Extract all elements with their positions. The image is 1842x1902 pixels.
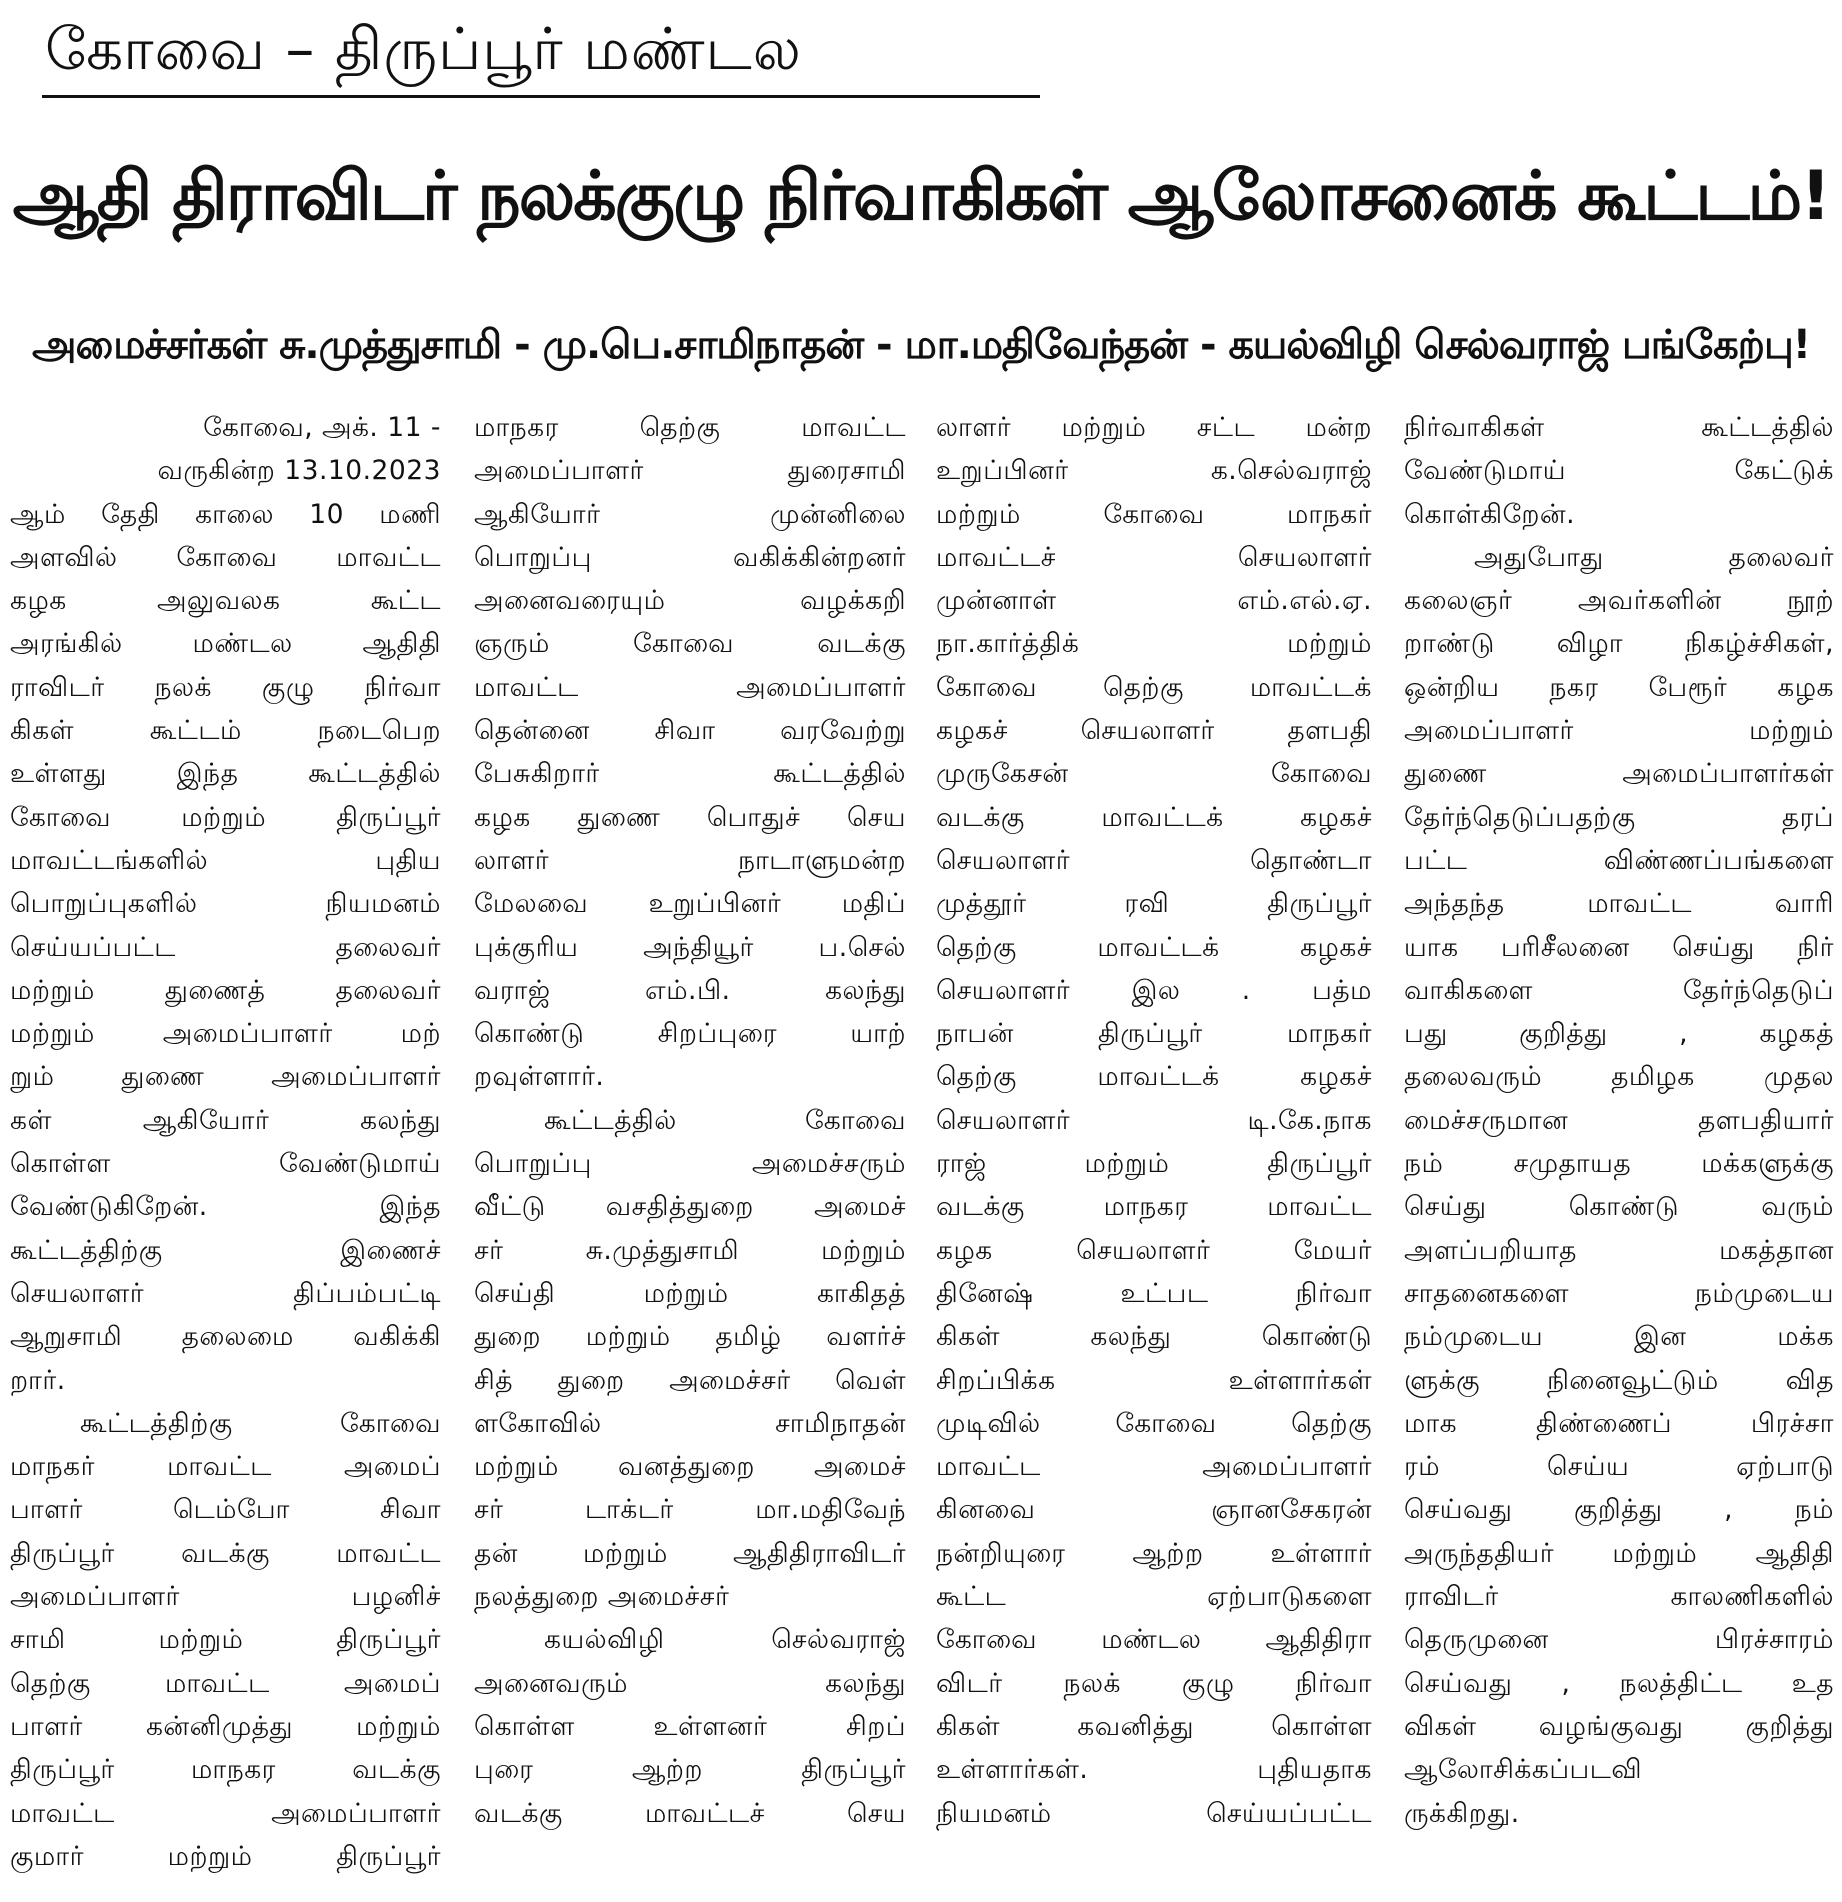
article-line: சித் துறை அமைச்சர் வெள் (474, 1364, 906, 1396)
article-line: கோவை, அக். 11 - (203, 412, 441, 443)
article-line: ளுக்கு நினைவூட்டும் வித (1404, 1364, 1834, 1396)
article-line: தெருமுனை பிரச்சாரம் (1404, 1624, 1834, 1656)
article-line: கழகச் செயலாளர் தளபதி (936, 715, 1372, 747)
article-line: மாநகர் மாவட்ட அமைப் (10, 1451, 441, 1483)
article-line: பது குறித்து , கழகத் (1404, 1018, 1834, 1050)
article-line: பட்ட விண்ணப்பங்களை (1404, 844, 1834, 876)
article-line: உறுப்பினர் க.செல்வராஜ் (936, 455, 1372, 487)
article-line: நா.கார்த்திக் மற்றும் (936, 628, 1372, 660)
article-line: ஆறுசாமி தலைமை வகிக்கி (10, 1321, 441, 1353)
article-line: திருப்பூர் வடக்கு மாவட்ட (10, 1537, 441, 1569)
article-line: வாகிகளை தேர்ந்தெடுப் (1404, 974, 1834, 1006)
article-line: விடர் நலக் குழு நிர்வா (936, 1667, 1372, 1699)
article-line: வேண்டுகிறேன். இந்த (10, 1191, 441, 1223)
article-line: கூட்டத்திற்கு கோவை (80, 1407, 441, 1439)
article-line: துறை மற்றும் தமிழ் வளர்ச் (474, 1321, 906, 1353)
article-line: கூட்டத்திற்கு இணைச் (10, 1234, 441, 1266)
article-line: கிகள் கூட்டம் நடைபெற (10, 715, 441, 747)
article-line: கோவை தெற்கு மாவட்டக் (936, 671, 1372, 703)
article-column-4 (1404, 406, 1834, 1835)
article-line: நலத்துறை அமைச்சர் (474, 1581, 730, 1613)
article-line: மாவட்ட அமைப்பாளர் (10, 1797, 441, 1829)
article-line: சர் டாக்டர் மா.மதிவேந் (474, 1494, 906, 1526)
article-line: றும் துணை அமைப்பாளர் (10, 1061, 441, 1093)
article-line: கொள்ள உள்ளனர் சிறப் (474, 1710, 906, 1742)
article-line: தெற்கு மாவட்ட அமைப் (10, 1667, 441, 1699)
article-line: கினவை ஞானசேகரன் (936, 1494, 1372, 1526)
article-line: பொறுப்பு வகிக்கின்றனர் (474, 541, 906, 573)
article-line: அனைவரையும் வழக்கறி (474, 585, 906, 617)
article-line: வருகின்ற 13.10.2023 (157, 455, 441, 487)
article-line: முன்னாள் எம்.எல்.ஏ. (936, 585, 1372, 617)
article-line: கலைஞர் அவர்களின் நூற் (1404, 585, 1834, 617)
article-line: சிறப்பிக்க உள்ளார்கள் (936, 1364, 1372, 1396)
region-label: கோவை – திருப்பூர் மண்டல (45, 15, 802, 83)
article-line: புக்குரிய அந்தியூர் ப.செல் (474, 931, 906, 963)
article-line: குமார் மற்றும் திருப்பூர் (10, 1840, 441, 1872)
article-line: மேலவை உறுப்பினர் மதிப் (474, 888, 906, 920)
article-line: சாதனைகளை நம்முடைய (1404, 1277, 1834, 1309)
article-line: நிர்வாகிகள் கூட்டத்தில் (1404, 412, 1834, 443)
article-line: கூட்ட ஏற்பாடுகளை (936, 1581, 1372, 1613)
article-line: வடக்கு மாநகர மாவட்ட (936, 1191, 1372, 1223)
article-line: உள்ளார்கள். புதியதாக (936, 1754, 1372, 1786)
article-line: ஒன்றிய நகர பேரூர் கழக (1404, 671, 1834, 703)
article-line: நம்முடைய இன மக்க (1404, 1321, 1834, 1353)
article-line: கிகள் கவனித்து கொள்ள (936, 1710, 1372, 1742)
article-line: வடக்கு மாவட்டக் கழகச் (936, 801, 1372, 833)
article-line: செய்வது , நலத்திட்ட உத (1404, 1667, 1834, 1699)
article-line: தேர்ந்தெடுப்பதற்கு தரப் (1404, 801, 1834, 833)
article-line: சர் சு.முத்துசாமி மற்றும் (474, 1234, 906, 1266)
article-line: செயலாளர் தொண்டா (936, 844, 1372, 876)
article-line: கயல்விழி செல்வராஜ் (544, 1624, 906, 1656)
article-line: வடக்கு மாவட்டச் செய (474, 1797, 906, 1829)
article-line: வராஜ் எம்.பி. கலந்து (474, 974, 906, 1006)
article-line: ருக்கிறது. (1404, 1797, 1520, 1829)
article-line: கோவை மற்றும் திருப்பூர் (10, 801, 441, 833)
article-line: மற்றும் வனத்துறை அமைச் (474, 1451, 906, 1483)
article-line: நாபன் திருப்பூர் மாநகர் (936, 1018, 1372, 1050)
article-line: ஆம் தேதி காலை 10 மணி (10, 498, 441, 530)
article-line: அனைவரும் கலந்து (474, 1667, 906, 1699)
article-line: மற்றும் துணைத் தலைவர் (10, 974, 441, 1006)
article-line: கொள்ள வேண்டுமாய் (10, 1148, 441, 1180)
article-line: தெற்கு மாவட்டக் கழகச் (936, 1061, 1372, 1093)
article-line: தலைவரும் தமிழக முதல (1404, 1061, 1834, 1093)
article-line: கூட்டத்தில் கோவை (544, 1104, 906, 1136)
article-line: மாக திண்ணைப் பிரச்சா (1404, 1407, 1834, 1439)
article-line: தெற்கு மாவட்டக் கழகச் (936, 931, 1372, 963)
headline: ஆதி திராவிடர் நலக்குழு நிர்வாகிகள் ஆலோசனைக் கூட்டம்! (12, 157, 1830, 236)
article-line: கழக துணை பொதுச் செய (474, 801, 906, 833)
article-line: விகள் வழங்குவது குறித்து (1404, 1710, 1834, 1742)
article-line: கள் ஆகியோர் கலந்து (10, 1104, 441, 1136)
article-line: கிகள் கலந்து கொண்டு (936, 1321, 1372, 1353)
article-line: மாவட்ட அமைப்பாளர் (474, 671, 906, 703)
article-column-3 (936, 406, 1372, 1835)
article-line: ஆலோசிக்கப்படவி (1404, 1754, 1643, 1786)
article-line: தினேஷ் உட்பட நிர்வா (936, 1277, 1372, 1309)
article-line: அரங்கில் மண்டல ஆதிதி (10, 628, 441, 660)
article-line: மற்றும் அமைப்பாளர் மற் (10, 1018, 441, 1050)
article-line: அளவில் கோவை மாவட்ட (10, 541, 441, 573)
article-line: பாளர் டெம்போ சிவா (10, 1494, 441, 1526)
article-line: கழக செயலாளர் மேயர் (936, 1234, 1372, 1266)
article-line: நம் சமுதாயத மக்களுக்கு (1404, 1148, 1834, 1180)
article-line: மாவட்டங்களில் புதிய (10, 844, 441, 876)
subheadline: அமைச்சர்கள் சு.முத்துசாமி - மு.பெ.சாமிநாதன் - மா.மதிவேந்தன் - கயல்விழி செல்வராஜ் பங்கேற்பு! (31, 322, 1810, 368)
article-line: மாநகர தெற்கு மாவட்ட (474, 412, 906, 443)
article-line: செய்யப்பட்ட தலைவர் (10, 931, 441, 963)
article-line: செயலாளர் திப்பம்பட்டி (10, 1277, 441, 1309)
article-line: உள்ளது இந்த கூட்டத்தில் (10, 758, 441, 790)
article-line: பொறுப்பு அமைச்சரும் (474, 1148, 906, 1180)
article-line: ராவிடர் நலக் குழு நிர்வா (10, 671, 441, 703)
article-line: பேசுகிறார் கூட்டத்தில் (474, 758, 906, 790)
article-line: அளப்பறியாத மகத்தான (1404, 1234, 1834, 1266)
article-line: மாவட்ட அமைப்பாளர் (936, 1451, 1372, 1483)
article-line: றவுள்ளார். (474, 1061, 605, 1093)
article-line: திருப்பூர் மாநகர வடக்கு (10, 1754, 441, 1786)
article-line: வீட்டு வசதித்துறை அமைச் (474, 1191, 906, 1223)
article-line: அருந்ததியர் மற்றும் ஆதிதி (1404, 1537, 1834, 1569)
article-line: கொள்கிறேன். (1404, 498, 1576, 530)
article-line: றார். (10, 1364, 66, 1396)
article-line: அதுபோது தலைவர் (1474, 541, 1834, 573)
article-line: அமைப்பாளர் துரைசாமி (474, 455, 906, 487)
article-column-2 (474, 406, 906, 1835)
article-line: ளகோவில் சாமிநாதன் (474, 1407, 906, 1439)
article-line: செய்வது குறித்து , நம் (1404, 1494, 1834, 1526)
article-line: லாளர் மற்றும் சட்ட மன்ற (936, 412, 1372, 443)
article-line: அந்தந்த மாவட்ட வாரி (1404, 888, 1834, 920)
article-line: அமைப்பாளர் பழனிச் (10, 1581, 441, 1613)
article-line: யாக பரிசீலனை செய்து நிர் (1404, 931, 1834, 963)
article-line: ராஜ் மற்றும் திருப்பூர் (936, 1148, 1372, 1180)
article-line: றாண்டு விழா நிகழ்ச்சிகள், (1404, 628, 1834, 660)
article-line: துணை அமைப்பாளர்கள் (1404, 758, 1834, 790)
article-line: புரை ஆற்ற திருப்பூர் (474, 1754, 906, 1786)
article-line: முடிவில் கோவை தெற்கு (936, 1407, 1372, 1439)
article-line: செயலாளர் டி.கே.நாக (936, 1104, 1372, 1136)
article-line: கொண்டு சிறப்புரை யாற் (474, 1018, 906, 1050)
article-line: ராவிடர் காலணிகளில் (1404, 1581, 1834, 1613)
article-line: மைச்சருமான தளபதியார் (1404, 1104, 1834, 1136)
article-line: பாளர் கன்னிமுத்து மற்றும் (10, 1710, 441, 1742)
article-line: செயலாளர் இல . பத்ம (936, 974, 1372, 1006)
article-line: செய்தி மற்றும் காகிதத் (474, 1277, 906, 1309)
article-line: மாவட்டச் செயலாளர் (936, 541, 1372, 573)
article-line: செய்து கொண்டு வரும் (1404, 1191, 1834, 1223)
article-line: முத்தூர் ரவி திருப்பூர் (936, 888, 1372, 920)
article-line: பொறுப்புகளில் நியமனம் (10, 888, 441, 920)
article-line: தென்னை சிவா வரவேற்று (474, 715, 906, 747)
article-line: ஞரும் கோவை வடக்கு (474, 628, 906, 660)
article-line: நன்றியுரை ஆற்ற உள்ளார் (936, 1537, 1372, 1569)
article-line: கோவை மண்டல ஆதிதிரா (936, 1624, 1372, 1656)
article-line: ஆகியோர் முன்னிலை (474, 498, 906, 530)
article-line: அமைப்பாளர் மற்றும் (1404, 715, 1834, 747)
article-line: நியமனம் செய்யப்பட்ட (936, 1797, 1372, 1829)
region-underline (42, 95, 1040, 98)
article-line: சாமி மற்றும் திருப்பூர் (10, 1624, 441, 1656)
article-line: லாளர் நாடாளுமன்ற (474, 844, 906, 876)
article-line: ரம் செய்ய ஏற்பாடு (1404, 1451, 1834, 1483)
article-line: முருகேசன் கோவை (936, 758, 1372, 790)
article-line: தன் மற்றும் ஆதிதிராவிடர் (474, 1537, 906, 1569)
article-line: கழக அலுவலக கூட்ட (10, 585, 441, 617)
article-column-1 (10, 406, 441, 1878)
article-line: வேண்டுமாய் கேட்டுக் (1404, 455, 1834, 487)
article-line: மற்றும் கோவை மாநகர் (936, 498, 1372, 530)
